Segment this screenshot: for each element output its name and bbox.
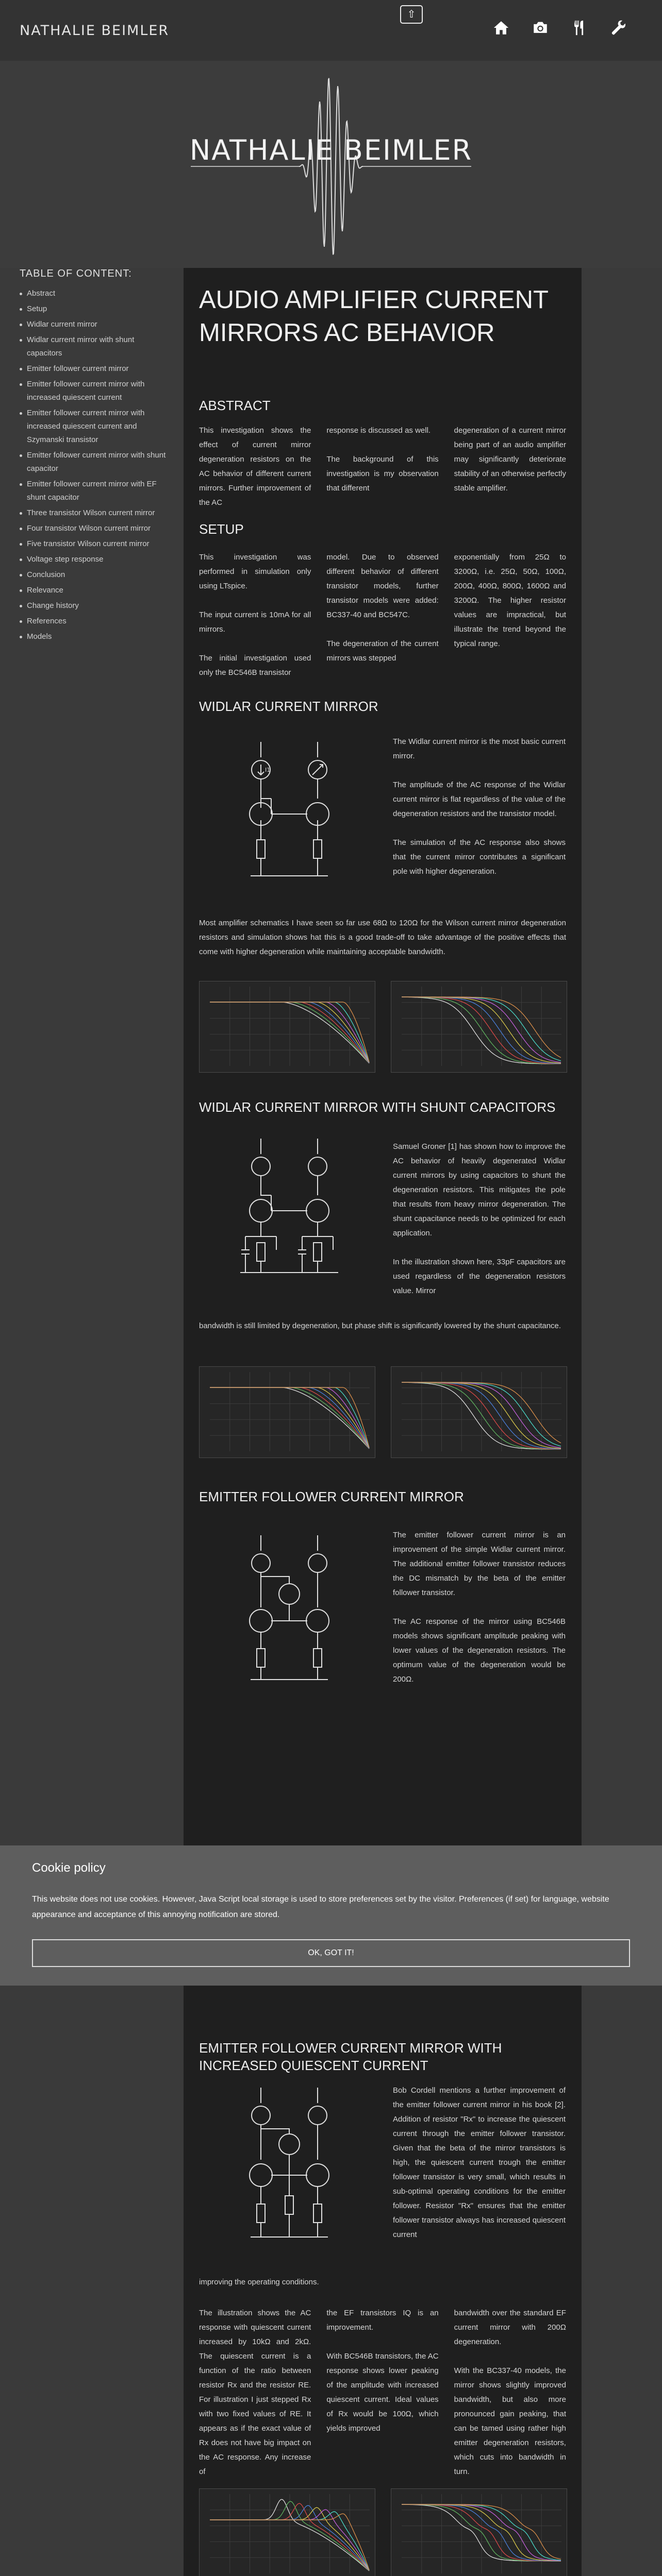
abstract-col-3: degeneration of a current mirror being part of an audio amplifier may significantly deteriorate stability of an otherwise perfectly stable amplifier.: [454, 426, 566, 493]
toc-item[interactable]: Emitter follower current mirror with EF shunt capacitor: [20, 478, 169, 504]
shunt-heading: WIDLAR CURRENT MIRROR WITH SHUNT CAPACITORS: [199, 1099, 556, 1115]
efiq-description: Bob Cordell mentions a further improvement of the emitter follower current mirror in his book [2]. Addition of resistor "Rx" to increase the quiescent current through the emitter follower transistor. Given that the beta of the mirror transistors is high, the quiescent current trough the emitter follower transistor is very small, which results in sub-optimal operating conditions for the emitter follower. Resistor "Rx" ensures that the emitter follower transistor always has increased quiescent current: [393, 2086, 566, 2239]
efiq-plot-2: [391, 2488, 567, 2576]
article-content: [184, 268, 582, 2576]
toc-item[interactable]: Emitter follower current mirror: [20, 362, 169, 376]
setup-col-2: model. Due to observed different behavior of different transistor models, further transistor models were added: BC337-40 and BC547C. The degeneration of the current mirrors was stepped: [326, 553, 439, 663]
shunt-notes: bandwidth is still limited by degeneration, but phase shift is significantly lowered by the shunt capacitance.: [199, 1321, 561, 1330]
fork-knife-icon[interactable]: [569, 18, 590, 38]
efiq-col-2: the EF transistors IQ is an improvement. With BC546B transistors, the AC response shows lower peaking of the amplitude with increased quiescent current. Ideal values of Rx would be 100Ω, which yields improved: [326, 2309, 439, 2433]
setup-col-3: exponentially from 25Ω to 3200Ω, i.e. 25Ω, 50Ω, 100Ω, 200Ω, 400Ω, 800Ω, 1600Ω and 3200Ω. The higher resistor values are impractical, but illustrate the trend beyond the typical range.: [454, 553, 566, 648]
wrench-icon[interactable]: [608, 18, 629, 38]
ef-description: The emitter follower current mirror is an improvement of the simple Widlar current mirror. The additional emitter follower transistor reduces the DC mismatch by the beta of the emitter follower transistor. The AC response of the mirror using BC546B models shows significant amplitude peaking with lower values of the degeneration resistors. The optimum value of the degeneration would be 200Ω.: [393, 1531, 566, 1684]
ef-heading: EMITTER FOLLOWER CURRENT MIRROR: [199, 1489, 464, 1504]
widlar-plot-phase: [391, 981, 567, 1073]
page-title: AUDIO AMPLIFIER CURRENT MIRRORS AC BEHAVIOR: [199, 286, 549, 347]
toc-item[interactable]: Models: [20, 630, 169, 643]
abstract-col-1: This investigation shows the effect of current mirror degeneration resistors on the AC behavior of different current mirrors. Further improvement of the AC: [199, 426, 311, 507]
efiq-col-3: bandwidth over the standard EF current mirror with 200Ω degeneration. With the BC337-40 models, the mirror shows slightly improved bandwidth, but also more pronounced gain peaking, that can be tamed using rather high emitter degeneration resistors, which cuts into bandwidth in turn.: [454, 2309, 566, 2476]
shunt-schematic: [214, 1133, 364, 1298]
toc-item[interactable]: Widlar current mirror: [20, 318, 169, 331]
efiq-notes: improving the operating conditions.: [199, 2278, 319, 2286]
ef-schematic: [214, 1530, 364, 1695]
toc-item[interactable]: Emitter follower current mirror with increased quiescent current: [20, 378, 169, 404]
top-bar: [0, 0, 662, 61]
svg-text:I1: I1: [265, 767, 271, 773]
toc-item[interactable]: Widlar current mirror with shunt capacitors: [20, 333, 169, 360]
cookie-title: Cookie policy: [32, 1861, 106, 1875]
widlar-heading: WIDLAR CURRENT MIRROR: [199, 699, 378, 714]
toc-item[interactable]: Setup: [20, 302, 169, 316]
nav-icons: [491, 18, 629, 38]
upload-icon[interactable]: ⇧: [400, 5, 423, 24]
widlar-description: The Widlar current mirror is the most basic current mirror. The amplitude of the AC response of the Widlar current mirror is flat regardless of the value of the degeneration resistors and the transistor model. The simulation of the AC response also shows that the current mirror contributes a significant pole with higher degeneration.: [393, 737, 566, 876]
shunt-plot-amplitude: [199, 1366, 375, 1458]
cookie-text: This website does not use cookies. However, Java Script local storage is used to store preferences set by the visitor. Preferences (if set) for language, website appearance and acceptance of this annoying notification are stored.: [32, 1895, 609, 1919]
abstract-col-2: response is discussed as well. The background of this investigation is my observation that different: [326, 426, 439, 493]
toc-item[interactable]: References: [20, 615, 169, 628]
setup-heading: SETUP: [199, 521, 244, 537]
abstract-heading: ABSTRACT: [199, 398, 271, 413]
camera-icon[interactable]: [530, 18, 551, 38]
home-icon[interactable]: [491, 18, 511, 38]
site-name[interactable]: NATHALIE BEIMLER: [20, 23, 170, 39]
toc-item[interactable]: Emitter follower current mirror with shunt capacitor: [20, 449, 169, 476]
widlar-notes: Most amplifier schematics I have seen so far use 68Ω to 120Ω for the Wilson current mirror degeneration resistors and simulation shows hat this is a good trade-off to take advantage of the positive effects that come with higher degeneration while maintaining acceptable bandwidth.: [199, 919, 566, 956]
toc-item[interactable]: Change history: [20, 599, 169, 613]
toc-title: TABLE OF CONTENT:: [20, 268, 132, 279]
efiq-col-1: The illustration shows the AC response with quiescent current increased by 10kΩ and 2kΩ. The quiescent current is a function of the ratio between resistor Rx and the resistor RE. For illustration I just stepped Rx with two fixed values of RE. It appears as if the exact value of Rx does not have big impact on the AC response. Any increase of: [199, 2309, 311, 2476]
table-of-content: [20, 268, 169, 646]
widlar-plot-amplitude: [199, 981, 375, 1073]
toc-item[interactable]: Abstract: [20, 287, 169, 300]
setup-col-1: This investigation was performed in simulation only using LTspice. The input current is 10mA for all mirrors. The initial investigation used only the BC546B transistor: [199, 553, 311, 677]
widlar-schematic: [214, 737, 364, 891]
toc-item[interactable]: Five transistor Wilson current mirror: [20, 537, 169, 551]
hero-title: NATHALIE BEIMLER: [189, 134, 473, 166]
efiq-plot-1: [199, 2488, 375, 2576]
efiq-schematic: [214, 2082, 364, 2258]
abstract-columns: [199, 423, 566, 510]
toc-item[interactable]: Four transistor Wilson current mirror: [20, 522, 169, 535]
toc-item[interactable]: Voltage step response: [20, 553, 169, 566]
toc-list: [20, 287, 169, 643]
efiq-columns: [199, 2306, 566, 2479]
cookie-accept-button[interactable]: OK, GOT IT!: [32, 1939, 630, 1967]
toc-item[interactable]: Conclusion: [20, 568, 169, 582]
cookie-banner: [0, 1845, 662, 1986]
hero-banner: [0, 61, 662, 268]
shunt-description: Samuel Groner [1] has shown how to improve the AC behavior of heavily degenerated Widlar current mirrors by using capacitors to shunt the degeneration resistors. This mitigates the pole that results from heavy mirror degeneration. The shunt capacitance needs to be optimized for each application. In the illustration shown here, 33pF capacitors are used regardless of the degeneration resistors value. Mirror: [393, 1142, 566, 1295]
toc-item[interactable]: Emitter follower current mirror with increased quiescent current and Szymanski transistor: [20, 406, 169, 447]
setup-columns: [199, 550, 566, 680]
toc-item[interactable]: Three transistor Wilson current mirror: [20, 506, 169, 520]
shunt-plot-phase: [391, 1366, 567, 1458]
efiq-heading: EMITTER FOLLOWER CURRENT MIRROR WITH INCREASED QUIESCENT CURRENT: [199, 2040, 502, 2073]
toc-item[interactable]: Relevance: [20, 584, 169, 597]
